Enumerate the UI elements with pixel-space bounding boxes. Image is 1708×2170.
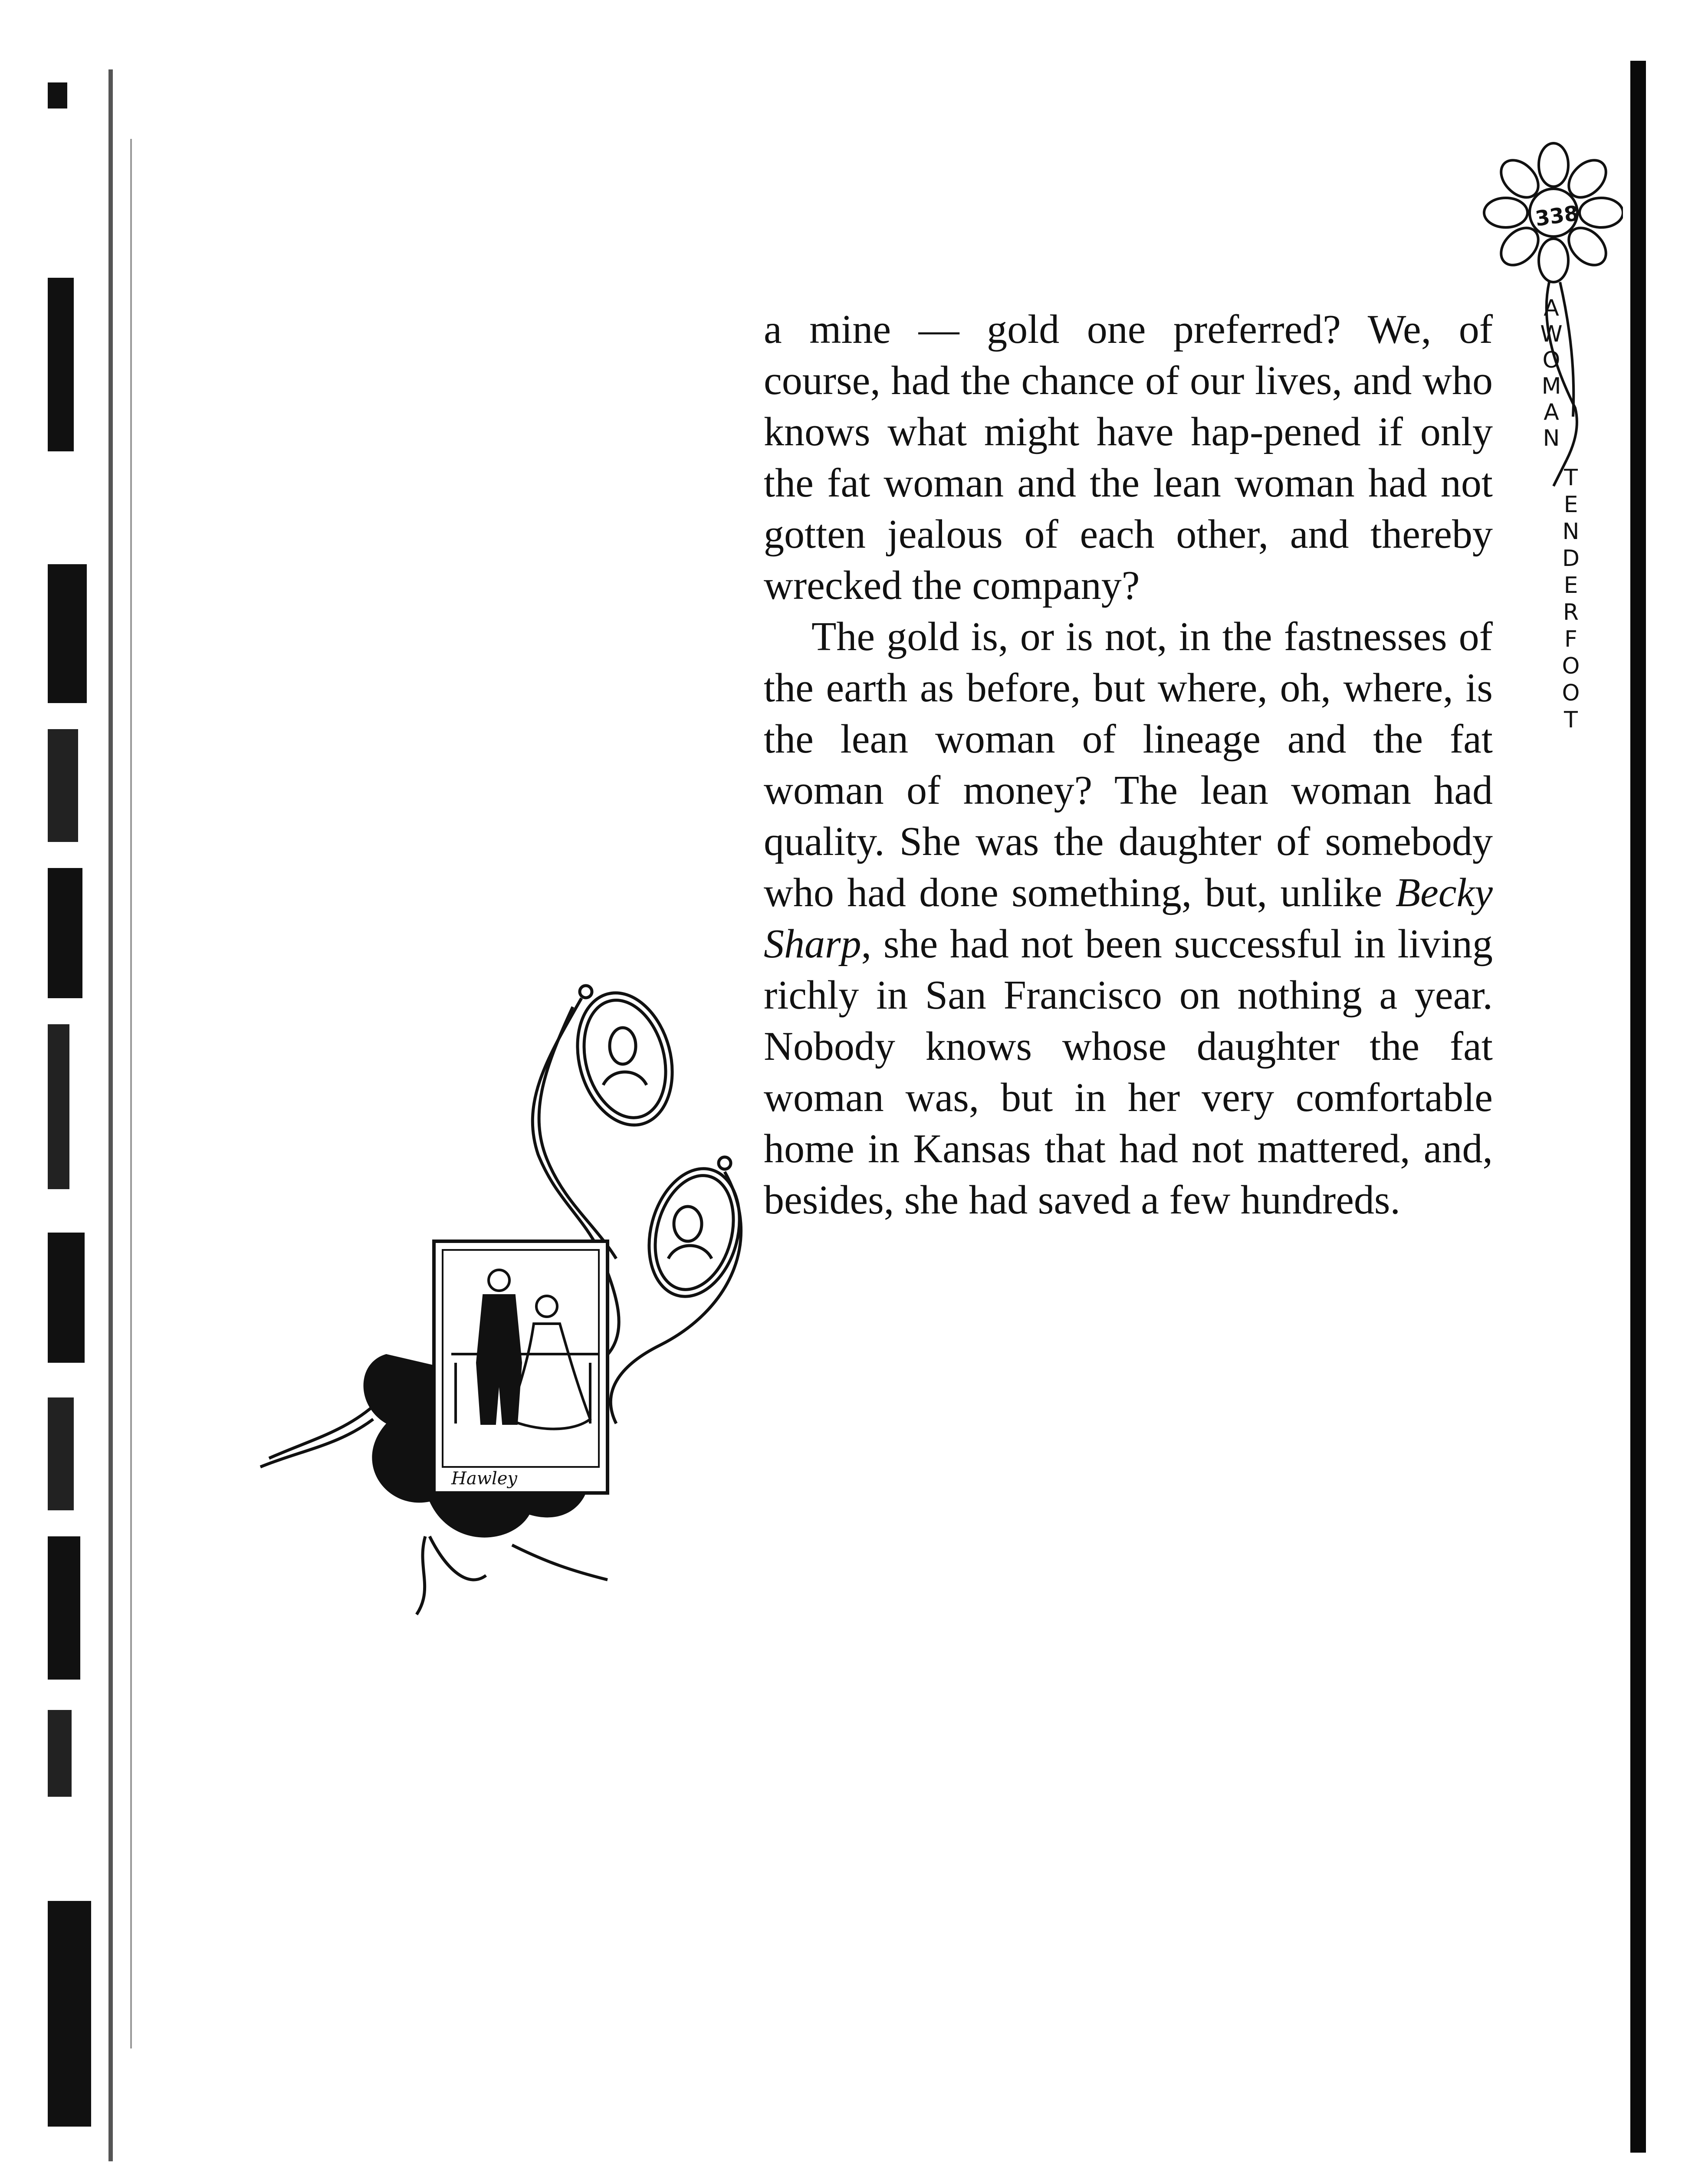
paragraph-2 [764, 611, 1493, 1226]
paragraph-2-end: , she had not been successful in living richly in San Francisco on nothing a year. Nobody knows whose daughter the fat woman was, but in her very comfortable home in Kansas that had not mattered, and, besides, she had saved a few hundreds. [764, 921, 1493, 1223]
running-title-part2: TENDERFOOT [1562, 465, 1580, 733]
scan-edge-artifact [0, 52, 165, 2170]
running-title-part1: A WOMAN [1540, 295, 1563, 451]
paragraph-2-start: The gold is, or is not, in the fastnesses of the earth as before, but where, oh, where, is the lean woman of lineage and the fat woman of money? The lean woman had quality. She was the daughter of somebody who had done something, but, unlike [764, 614, 1493, 915]
becky-sharp-italic: Becky Sharp [764, 870, 1493, 967]
paragraph-1: a mine — gold one preferred? We, of course, had the chance of our lives, and who knows what might have hap-pened if only the fat woman and the lean woman had not gotten jealous of each other, and thereby wrecked the company? [764, 307, 1493, 608]
illustration-signature: Hawley [451, 1469, 518, 1489]
scan-right-edge-rule [1630, 61, 1646, 2153]
page-number: 338 [1534, 201, 1580, 231]
text-column [764, 304, 1493, 1226]
lockets-and-photograph-illustration [243, 972, 755, 1632]
